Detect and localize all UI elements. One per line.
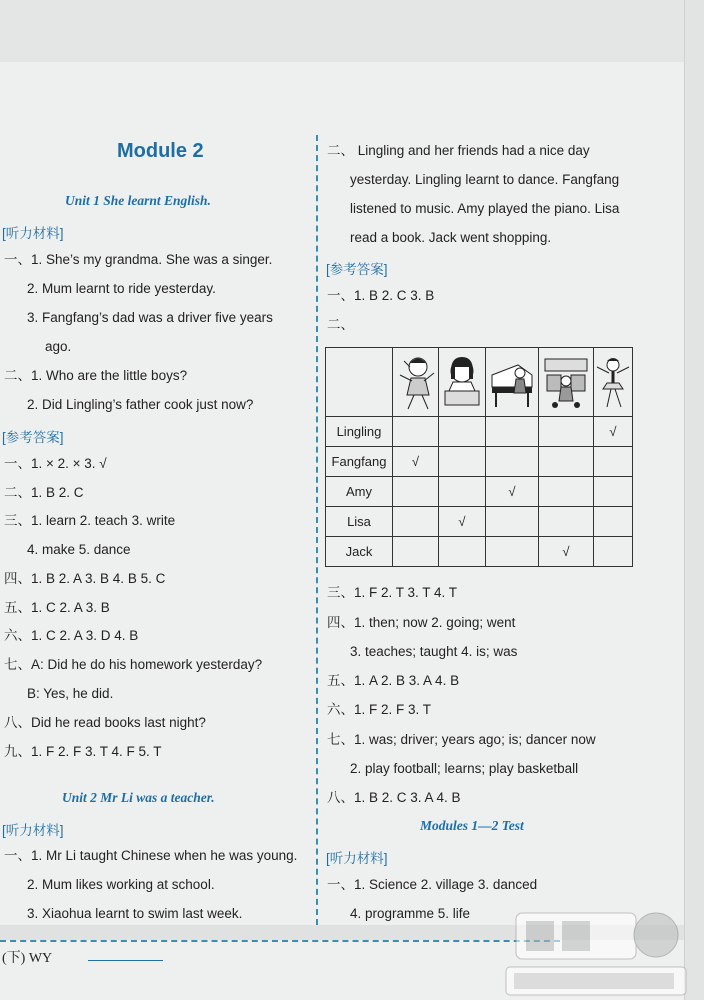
left-line: 3. Xiaohua learnt to swim last week. [27,906,243,921]
table-corner-cell [326,348,393,417]
check-mark: √ [486,477,539,507]
footer-text: (下) WY [2,951,53,966]
answer-table [325,347,633,567]
check-mark: √ [393,447,439,477]
reference-answers-heading: [参考答案] [2,430,64,445]
answer-line: B: Yes, he did. [27,686,114,701]
left-line: 3. Fangfang’s dad was a driver five years [27,310,273,325]
footer-dashed-line [0,940,560,942]
check-mark: √ [594,417,633,447]
ballet-dancer-icon [595,353,631,411]
answer-line: 二、1. B 2. C [4,485,84,500]
module-title: Module 2 [117,140,204,162]
answer-line: 2. play football; learns; play basketball [350,761,579,776]
row-label-jack: Jack [326,537,393,567]
answer-line: 七、1. was; driver; years ago; is; dancer now [327,732,596,747]
girl-listening-icon [441,353,483,411]
piano-picture-cell [486,348,539,417]
row-label-fangfang: Fangfang [326,447,393,477]
dance-picture-cell [393,348,439,417]
left-line: 2. Mum likes working at school. [27,877,215,892]
right-line: 一、1. Science 2. village 3. danced [327,877,538,892]
right-line: read a book. Jack went shopping. [350,230,552,245]
answer-line: 六、1. F 2. F 3. T [327,702,432,717]
listening-material-heading: [听力材料] [326,851,388,866]
unit2-title: Unit 2 Mr Li was a teacher. [62,790,215,805]
right-line: listened to music. Amy played the piano. Lisa [350,201,620,216]
left-line: 一、1. She’s my grandma. She was a singer. [4,252,273,267]
dancing-girl-icon [396,353,436,411]
footer-rule [88,960,163,961]
unit1-title: Unit 1 She learnt English. [65,193,211,208]
answer-line: 九、1. F 2. F 3. T 4. F 5. T [4,744,162,759]
watermark-logo [496,905,696,1000]
answer-line: 3. teaches; taught 4. is; was [350,644,518,659]
left-line: ago. [45,339,72,354]
listening-material-heading: [听力材料] [2,823,64,838]
left-line: 二、1. Who are the little boys? [4,368,188,383]
answer-line: 一、1. B 2. C 3. B [327,288,435,303]
shopping-icon [541,353,591,411]
row-label-amy: Amy [326,477,393,507]
answer-line: 五、1. C 2. A 3. B [4,600,110,615]
answer-line: 二、 [327,317,354,332]
left-line: 2. Mum learnt to ride yesterday. [27,281,216,296]
shopping-picture-cell [539,348,594,417]
top-band [0,0,684,62]
answer-line: 一、1. × 2. × 3. √ [4,456,107,471]
ballet-picture-cell [594,348,633,417]
answer-line: 八、1. B 2. C 3. A 4. B [327,790,461,805]
row-label-lisa: Lisa [326,507,393,537]
piano-icon [488,353,536,411]
right-line: 二、 Lingling and her friends had a nice day [327,143,590,158]
row-label-lingling: Lingling [326,417,393,447]
answer-line: 六、1. C 2. A 3. D 4. B [4,628,139,643]
answer-line: 三、1. F 2. T 3. T 4. T [327,585,458,600]
answer-line: 七、A: Did he do his homework yesterday? [4,657,263,672]
answer-line: 五、1. A 2. B 3. A 4. B [327,673,460,688]
column-divider [316,135,318,925]
check-mark: √ [539,537,594,567]
answer-line: 八、Did he read books last night? [4,715,206,730]
listening-material-heading: [听力材料] [2,226,64,241]
check-mark: √ [439,507,486,537]
left-line: 2. Did Lingling’s father cook just now? [27,397,254,412]
right-line: 4. programme 5. life [350,906,471,921]
answer-line: 三、1. learn 2. teach 3. write [4,513,176,528]
music-picture-cell [439,348,486,417]
modules-test-title: Modules 1—2 Test [420,818,524,833]
answer-line: 四、1. then; now 2. going; went [327,615,516,630]
page-edge [684,0,704,1000]
left-line: 一、1. Mr Li taught Chinese when he was young. [4,848,298,863]
reference-answers-heading: [参考答案] [326,262,388,277]
answer-line: 4. make 5. dance [27,542,131,557]
right-line: yesterday. Lingling learnt to dance. Fangfang [350,172,620,187]
answer-line: 四、1. B 2. A 3. B 4. B 5. C [4,571,166,586]
